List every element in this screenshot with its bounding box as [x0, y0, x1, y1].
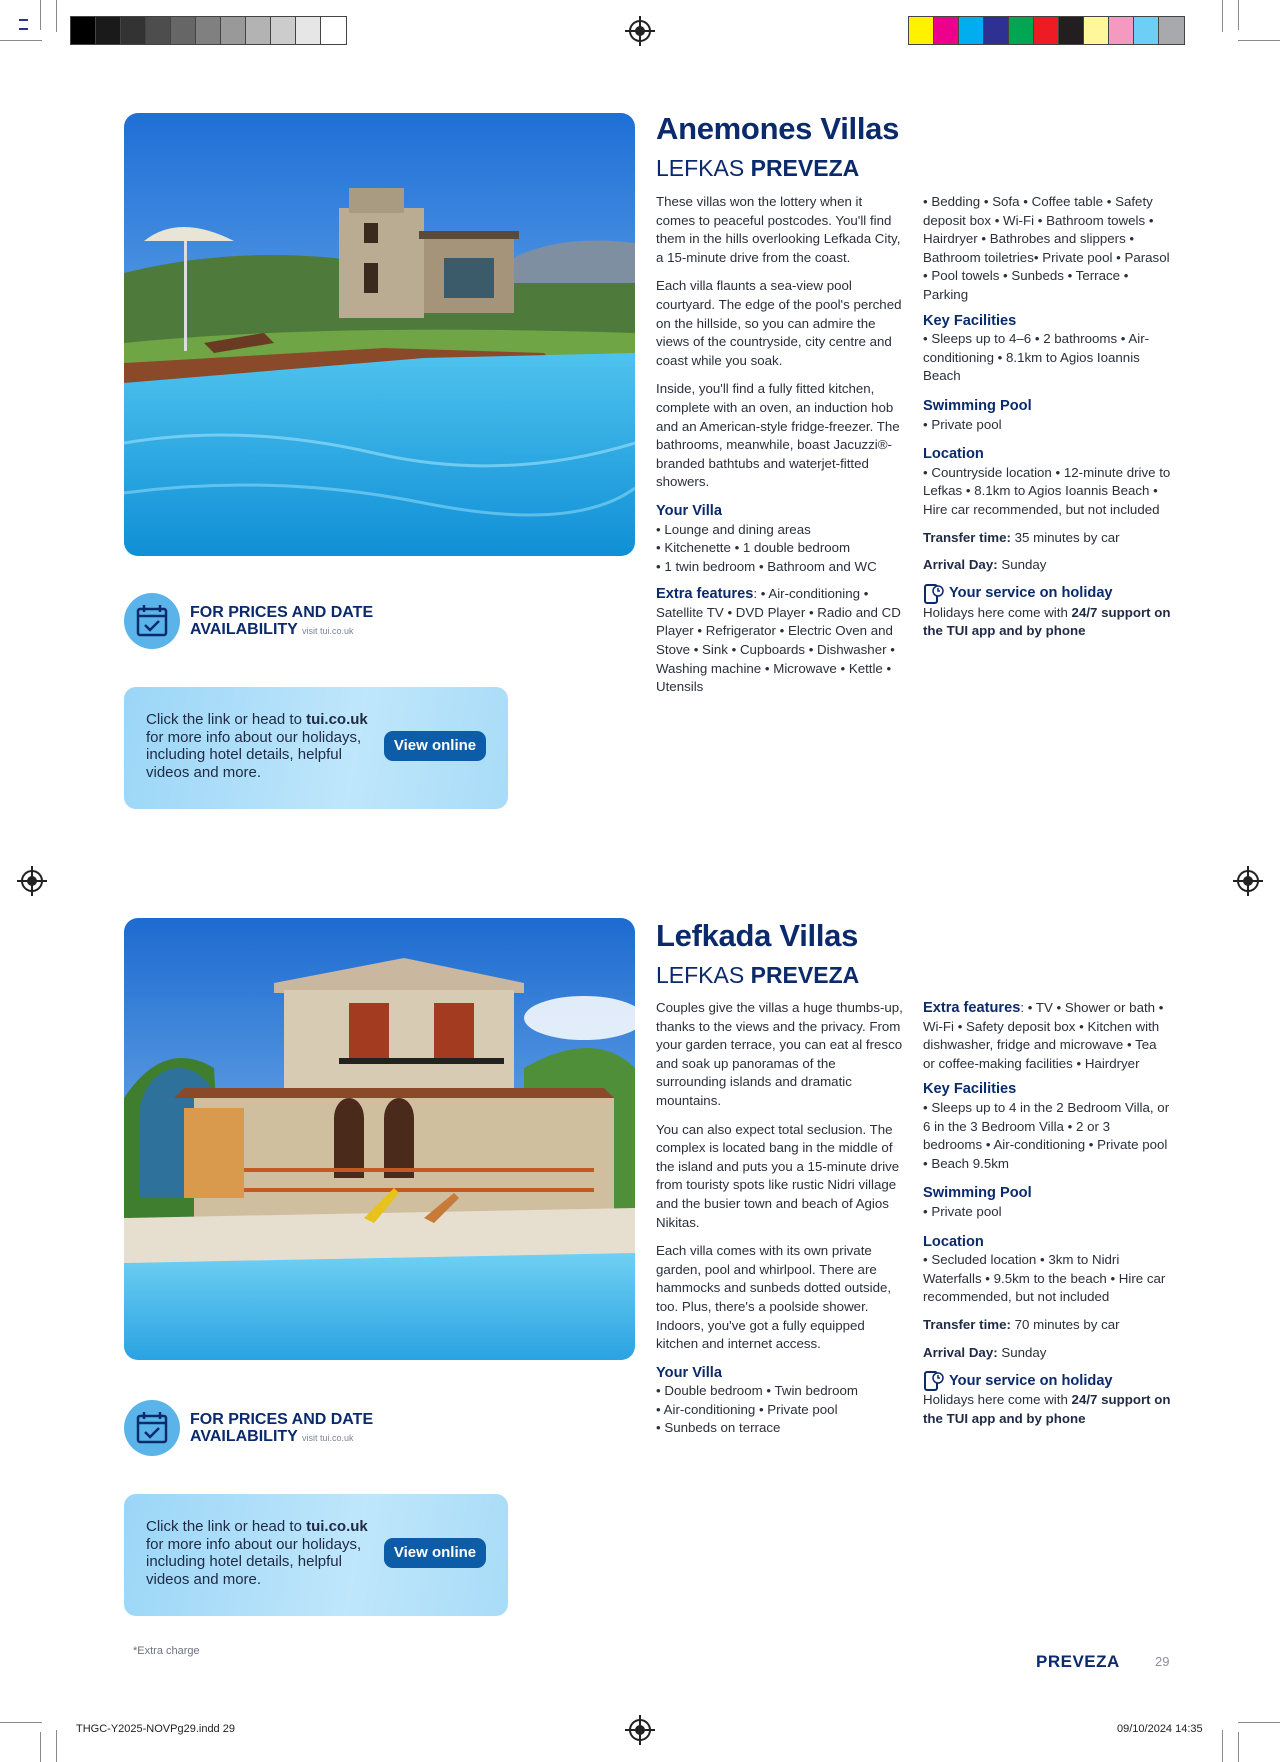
extra-features-heading: Extra features — [923, 1000, 1021, 1016]
calendar-icon[interactable] — [124, 593, 180, 649]
promo-text-end: for more info about our holidays, including hotel details, helpful videos and more. — [146, 1535, 362, 1588]
color-swatch — [196, 17, 221, 44]
service-heading: Your service on holiday — [949, 1372, 1113, 1389]
process-color-bar — [908, 16, 1185, 45]
swimming-pool-text: • Private pool — [923, 416, 1002, 432]
area-label: PREVEZA — [750, 155, 860, 181]
transfer-time — [923, 529, 1171, 548]
intro-paragraph: You can also expect total seclusion. The complex is located bang in the middle of the island and puts you a 15-minute drive from touristy spots like rustic Nidri village and the busier town and beach of Agios Nikitas. — [656, 1121, 900, 1230]
arrival-day — [923, 1344, 1171, 1363]
location-text: • Secluded location • 3km to Nidri Waterfalls • 9.5km to the beach • Hire car recommended, but not included — [923, 1252, 1166, 1305]
color-swatch — [246, 17, 271, 44]
color-swatch — [271, 17, 296, 44]
intro-paragraph: Each villa comes with its own private garden, pool and whirlpool. There are hammocks and sunbeds dotted outside, too. Plus, there's a poolside shower. Indoors, you've got a fully equipped kitchen and internet access. — [656, 1243, 892, 1352]
arrival-day — [923, 556, 1171, 575]
crop-mark — [1238, 0, 1239, 30]
color-swatch — [146, 17, 171, 44]
color-swatch — [1084, 17, 1109, 44]
page-number: 29 — [1155, 1654, 1170, 1669]
crop-mark — [56, 0, 57, 32]
your-villa-heading: Your Villa — [656, 1364, 722, 1381]
your-villa-heading: Your Villa — [656, 502, 722, 519]
crop-mark — [0, 1722, 42, 1723]
color-swatch — [1059, 17, 1084, 44]
color-swatch — [1034, 17, 1059, 44]
arrival-day-value: Sunday — [997, 557, 1047, 573]
crop-mark — [1238, 1722, 1280, 1723]
intro-paragraph: Each villa flaunts a sea-view pool courtyard. The edge of the pool's perched on the hillside, so you can admire the views of the countryside, city centre and coast while you soak. — [656, 278, 902, 368]
phone-support-icon — [923, 1371, 945, 1391]
key-facilities-text: • Sleeps up to 4 in the 2 Bedroom Villa, or 6 in the 3 Bedroom Villa • 2 or 3 bedrooms • Air-conditioning • Private pool • Beach 9.5km — [923, 1099, 1170, 1171]
hotel-description-column — [656, 999, 904, 1438]
availability-line2: AVAILABILITY — [190, 621, 298, 638]
section-name: PREVEZA — [1036, 1652, 1120, 1671]
extra-features — [656, 585, 904, 697]
extra-features-continued: • Bedding • Sofa • Coffee table • Safety deposit box • Wi-Fi • Bathroom towels • Hairdryer • Bathrobes and slippers • Bathroom toiletries• Private pool • Parasol • Pool towels • Sunbeds • Terrace • Parking — [923, 194, 1170, 302]
calendar-icon[interactable] — [124, 1400, 180, 1456]
crop-mark — [1238, 1732, 1239, 1762]
color-swatch — [71, 17, 96, 44]
availability-text — [190, 604, 373, 640]
hotel-location-subtitle — [656, 155, 859, 182]
view-online-button[interactable]: View online — [384, 731, 486, 761]
transfer-time-label: Transfer time: — [923, 529, 1011, 545]
promo-link-text[interactable]: tui.co.uk — [306, 1518, 368, 1535]
promo-text-start: Click the link or head to — [146, 1518, 307, 1535]
registration-mark-icon — [629, 1719, 651, 1741]
transfer-time-label: Transfer time: — [923, 1316, 1011, 1332]
crop-mark — [40, 1732, 41, 1762]
view-online-promo — [124, 1494, 508, 1616]
crop-mark — [0, 40, 42, 41]
your-villa-item: • Air-conditioning • Private pool — [656, 1401, 838, 1417]
availability-line1: FOR PRICES AND DATE — [190, 604, 374, 621]
color-swatch — [96, 17, 121, 44]
service-text-plain: Holidays here come with — [923, 604, 1072, 620]
promo-text-start: Click the link or head to — [146, 711, 307, 728]
service-heading-row — [923, 1371, 1171, 1391]
hotel-facilities-column — [923, 193, 1171, 641]
location-heading: Location — [923, 1233, 984, 1250]
color-swatch — [1109, 17, 1134, 44]
color-swatch — [121, 17, 146, 44]
registration-mark-icon — [21, 870, 43, 892]
service-text-bold: 24/7 support on the TUI app and by phone — [923, 604, 1171, 639]
service-text — [923, 604, 1171, 641]
color-swatch — [984, 17, 1009, 44]
key-facilities-heading: Key Facilities — [923, 312, 1017, 329]
crop-mark — [1222, 0, 1223, 32]
registration-mark-icon — [1237, 870, 1259, 892]
intro-paragraph: Couples give the villas a huge thumbs-up, thanks to the views and the privacy. From your garden terrace, you can eat al fresco and soak up panoramas of the surrounding islands and dramatic mountains. — [656, 1000, 903, 1108]
intro-paragraph: These villas won the lottery when it comes to peaceful postcodes. You'll find them in the hills overlooking Lefkada City, a 15-minute drive from the coast. — [656, 194, 901, 265]
hotel-facilities-column — [923, 999, 1171, 1428]
registration-mark-icon — [629, 20, 651, 42]
color-swatch — [909, 17, 934, 44]
crop-mark — [1238, 40, 1280, 41]
color-swatch — [1009, 17, 1034, 44]
region-label: LEFKAS — [656, 962, 745, 988]
your-villa-item: • 1 twin bedroom • Bathroom and WC — [656, 558, 877, 574]
hotel-location-subtitle — [656, 962, 859, 989]
promo-link-text[interactable]: tui.co.uk — [306, 711, 368, 728]
view-online-promo — [124, 687, 508, 809]
transfer-time — [923, 1316, 1171, 1335]
location-heading: Location — [923, 446, 984, 463]
color-swatch — [171, 17, 196, 44]
phone-support-icon — [923, 584, 945, 604]
availability-text — [190, 1411, 373, 1447]
extra-features-heading: Extra features — [656, 586, 754, 603]
service-text-bold: 24/7 support on the TUI app and by phone — [923, 1392, 1171, 1426]
color-swatch — [321, 17, 346, 44]
promo-text — [146, 1518, 381, 1588]
location-text: • Countryside location • 12-minute drive to Lefkas • 8.1km to Agios Ioannis Beach • Hire car recommended, but not included — [923, 464, 1171, 517]
extra-charge-note: *Extra charge — [133, 1645, 200, 1657]
crop-mark — [1222, 1730, 1223, 1762]
color-swatch — [221, 17, 246, 44]
promo-text — [146, 711, 381, 781]
service-heading: Your service on holiday — [949, 585, 1113, 602]
availability-line1: FOR PRICES AND DATE — [190, 1411, 374, 1428]
view-online-button[interactable]: View online — [384, 1538, 486, 1568]
arrival-day-value: Sunday — [997, 1344, 1047, 1360]
grayscale-color-bar — [70, 16, 347, 45]
arrival-day-label: Arrival Day: — [923, 1344, 998, 1360]
color-swatch — [1159, 17, 1184, 44]
slug-flag-icon — [19, 19, 28, 30]
area-label: PREVEZA — [750, 962, 860, 988]
swimming-pool-heading: Swimming Pool — [923, 397, 1032, 414]
color-swatch — [1134, 17, 1159, 44]
extra-features-text: : • TV • Shower or bath • Wi-Fi • Safety deposit box • Kitchen with dishwasher, fridge and microwave • Tea or coffee-making facilities • Hairdryer — [923, 1000, 1164, 1071]
crop-mark — [40, 0, 41, 30]
service-heading-row — [923, 584, 1171, 604]
swimming-pool-heading: Swimming Pool — [923, 1185, 1032, 1202]
color-swatch — [934, 17, 959, 44]
hotel-description-column — [656, 193, 904, 697]
promo-text-end: for more info about our holidays, including hotel details, helpful videos and more. — [146, 728, 362, 781]
your-villa-item: • Double bedroom • Twin bedroom — [656, 1383, 858, 1399]
crop-mark — [56, 1730, 57, 1762]
key-facilities-text: • Sleeps up to 4–6 • 2 bathrooms • Air-conditioning • 8.1km to Agios Ioannis Beach — [923, 331, 1150, 384]
color-swatch — [959, 17, 984, 44]
extra-features-text: : • Air-conditioning • Satellite TV • DVD Player • Radio and CD Player • Refrigerator • Electric Oven and Stove • Sink • Cupboards • Dishwasher • Washing machine • Microwave • Kettle • Utensils — [656, 586, 901, 695]
availability-link[interactable]: visit tui.co.uk — [302, 1433, 354, 1443]
availability-link[interactable]: visit tui.co.uk — [302, 626, 354, 636]
service-text-plain: Holidays here come with — [923, 1392, 1072, 1408]
hotel-title: Anemones Villas — [656, 111, 900, 146]
arrival-day-label: Arrival Day: — [923, 557, 998, 573]
service-text — [923, 1391, 1171, 1428]
hotel-photo-lefkada-villas — [124, 918, 635, 1360]
slug-date: 09/10/2024 14:35 — [1117, 1723, 1203, 1735]
color-swatch — [296, 17, 321, 44]
extra-features — [923, 999, 1171, 1073]
key-facilities-heading: Key Facilities — [923, 1081, 1017, 1098]
swimming-pool-text: • Private pool — [923, 1203, 1002, 1219]
your-villa-item: • Kitchenette • 1 double bedroom — [656, 540, 851, 556]
your-villa-item: • Sunbeds on terrace — [656, 1420, 781, 1436]
hotel-photo-anemones-villas — [124, 113, 635, 556]
slug-filename: THGC-Y2025-NOVPg29.indd 29 — [76, 1723, 235, 1735]
hotel-title: Lefkada Villas — [656, 918, 859, 953]
your-villa-item: • Lounge and dining areas — [656, 521, 811, 537]
transfer-time-value: 35 minutes by car — [1010, 529, 1120, 545]
intro-paragraph: Inside, you'll find a fully fitted kitchen, complete with an oven, an induction hob and an American-style fridge-freezer. The bathrooms, meanwhile, boast Jacuzzi®-branded bathtubs and waterjet-fitted showers. — [656, 381, 900, 490]
region-label: LEFKAS — [656, 155, 745, 181]
transfer-time-value: 70 minutes by car — [1010, 1316, 1120, 1332]
availability-line2: AVAILABILITY — [190, 1428, 298, 1445]
